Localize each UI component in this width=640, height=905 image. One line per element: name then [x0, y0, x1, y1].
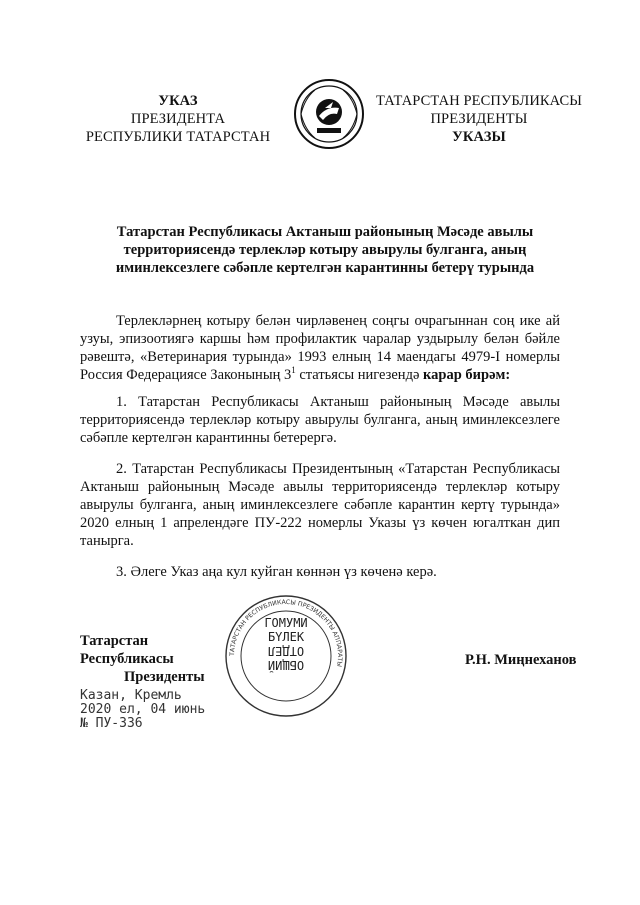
- header-left-line-3: РЕСПУБЛИКИ ТАТАРСТАН: [85, 129, 271, 145]
- preamble-paragraph: [80, 312, 560, 384]
- clause-3: [80, 563, 560, 581]
- header-left-line-2: ПРЕЗИДЕНТА: [130, 111, 226, 127]
- header-right-line-2: ПРЕЗИДЕНТЫ: [430, 111, 528, 127]
- clause-3-text: 3. Әлеге Указ аңа кул куйган көннән үз көченә керә.: [116, 564, 437, 580]
- stamp-line-2: БҮЛЕК: [267, 630, 305, 644]
- signatory-title-line-1: Татарстан Республикасы: [80, 633, 174, 667]
- decree-title: Татарстан Республикасы Актаныш районының Мәсәде авылы территориясендә терлекләр котыру авырулы булганга, аның иминлексезлеге сәбәпле кертелгән карантинны бетерү турында: [115, 224, 535, 276]
- tatarstan-emblem-icon: [293, 78, 365, 150]
- stamp-line-1: ГОМУМИ: [264, 616, 308, 630]
- signatory-title: [80, 632, 240, 686]
- footer-date: 2020 ел, 04 июнь: [80, 702, 206, 717]
- decree-footer: [80, 689, 205, 731]
- stamp-inner-text: [256, 616, 316, 672]
- signatory-title-line-2: Президенты: [124, 669, 205, 685]
- preamble-tail: статьясы нигезендә: [295, 367, 424, 383]
- header-right: [368, 92, 590, 146]
- preamble-text: Терлекләрнең котыру белән чирләвенең соңгы очрагыннан соң ике ай узуы, эпизоотиягә каршы һәм профилактик чаралар уздырылу белән бәйле рәвештә, «Ветеринария турында» 1993 елның 14 маендагы 4979-I номерлы Россия Федерациясе Законының 3: [80, 313, 560, 383]
- header-right-line-1: ТАТАРСТАН РЕСПУБЛИКАСЫ: [375, 93, 583, 109]
- header-right-line-3: УКАЗЫ: [452, 129, 506, 145]
- header-left: [78, 92, 278, 146]
- footer-number: № ПУ-336: [80, 716, 143, 731]
- header-left-line-1: УКАЗ: [158, 93, 198, 109]
- clause-1-text: 1. Татарстан Республикасы Актаныш районының Мәсәде авылы территориясендә терлекләр котыру авырулы булганга, аның иминлексезлеге сәбәпле кертелгән карантинны бетерергә.: [80, 394, 560, 446]
- preamble-resolution: карар бирәм:: [423, 367, 511, 383]
- clause-2-text: 2. Татарстан Республикасы Президентының «Татарстан Республикасы Актаныш районының Мәсәде авылы территориясендә терлекләр котыру авырулы булганга, аның иминлексезлеге сәбәпле карантин кертү турында» 2020 елның 1 апрелендәге ПУ-222 номерлы Указы үз көчен югалткан дип танырга.: [80, 461, 560, 549]
- stamp-line-3: ОТДЕЛ: [267, 644, 305, 658]
- superscript: 1: [291, 365, 296, 376]
- clause-1: [80, 393, 560, 447]
- stamp-line-4: ОБЩИЙ: [267, 658, 305, 672]
- clause-2: [80, 460, 560, 550]
- stamp-ring-text: ТАТАРСТАН РЕСПУБЛИКАСЫ ПРЕЗИДЕНТЫ АППАРАТЫ: [228, 598, 344, 668]
- footer-place: Казан, Кремль: [80, 688, 182, 703]
- signatory-name: Р.Н. Миңнеханов: [465, 652, 577, 668]
